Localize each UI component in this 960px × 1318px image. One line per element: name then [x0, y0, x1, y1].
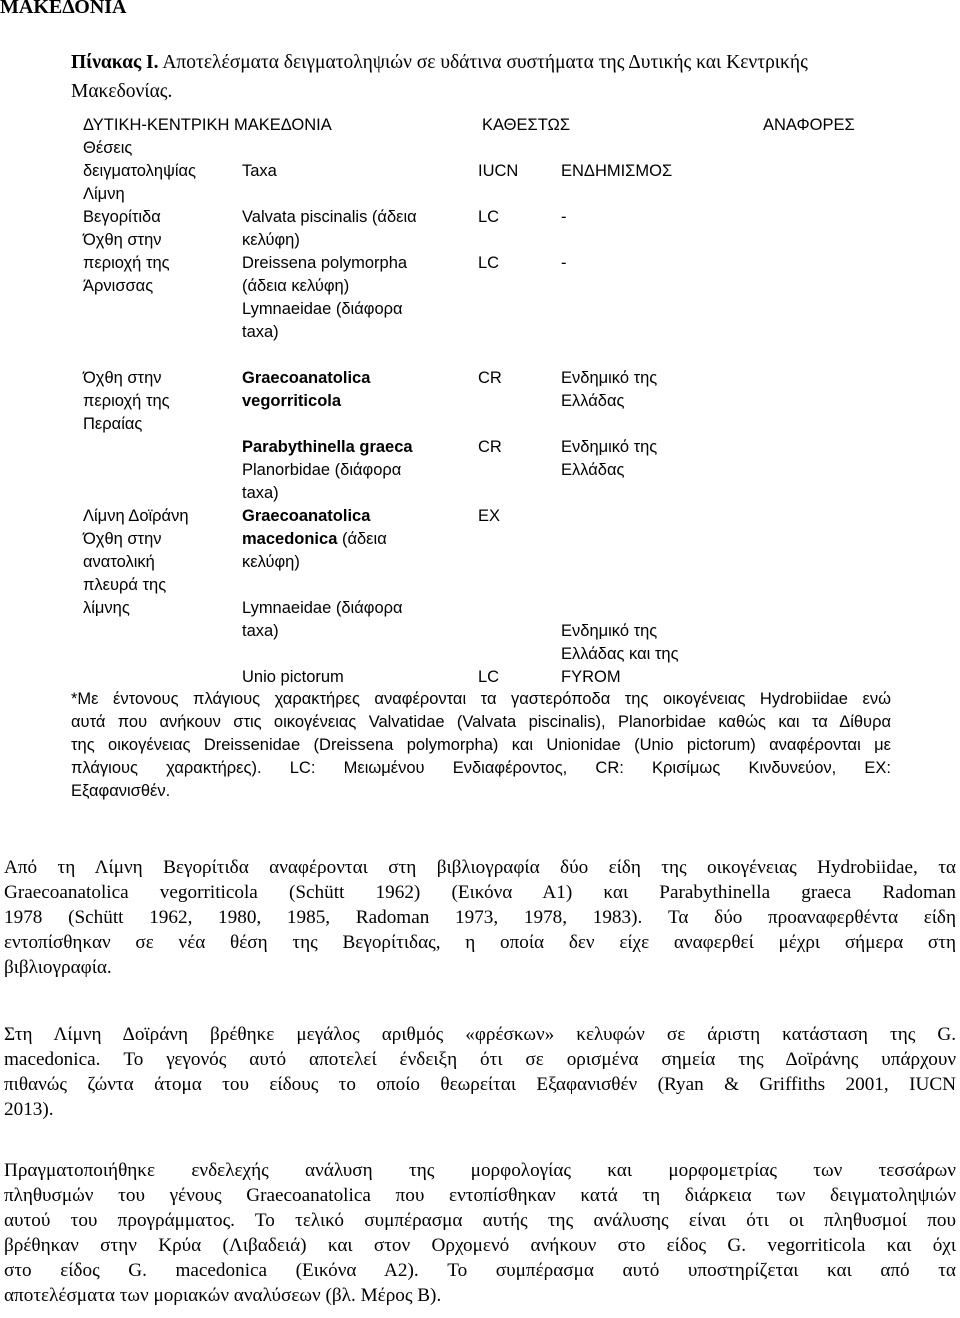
taxon-planorbidae-line1: Planorbidae (διάφορα [242, 461, 402, 479]
taxon-g-macedonica-line1: Graecoanatolica [242, 507, 371, 525]
paragraph-line: αυτού του προγράμματος. Το τελικό συμπέρασμα αυτής της ανάλυσης είναι ότι οι πληθυσμοί που [4, 1210, 956, 1231]
endemism-unio-line3: FYROM [561, 668, 621, 686]
endemism-valvata: - [561, 208, 567, 226]
endemism-g-vegorriticola-line2: Ελλάδας [561, 392, 625, 410]
header-region: ΔΥΤΙΚΗ-ΚΕΝΤΡΙΚΗ ΜΑΚΕΔΟΝΙΑ [83, 116, 332, 134]
site-vegoritida-line5: Άρνισσας [83, 277, 154, 295]
table-caption-label: Πίνακας Ι. [71, 52, 159, 73]
header-status: ΚΑΘΕΣΤΩΣ [482, 116, 571, 134]
header-references: ΑΝΑΦΟΡΕΣ [763, 116, 855, 134]
site-doirani-line1: Λίμνη Δοϊράνη [83, 507, 189, 525]
paragraph-line: Graecoanatolica vegorriticola (Schütt 1962) (Εικόνα Α1) και Parabythinella graeca Radoman [4, 882, 956, 903]
site-doirani-line2: Όχθη στην [83, 530, 162, 548]
paragraph-line: Πραγματοποιήθηκε ενδελεχής ανάλυση της μορφολογίας και μορφομετρίας των τεσσάρων [4, 1160, 956, 1181]
header-sites-line2: δειγματοληψίας [83, 162, 196, 180]
paragraph-line: αποτελέσματα των μοριακών αναλύσεων (βλ. Μέρος Β). [4, 1285, 442, 1306]
paragraph-line: πιθανώς ζώντα άτομα του είδους το οποίο θεωρείται Εξαφανισθέν (Ryan & Griffiths 2001, IUCN [4, 1074, 956, 1095]
taxon-planorbidae-line2: taxa) [242, 484, 279, 502]
endemism-dreissena: - [561, 254, 567, 272]
paragraph-line: πληθυσμών του γένους Graecoanatolica που εντοπίσθηκαν κατά τη διάρκεια των δειγματοληψιών [4, 1185, 956, 1206]
site-doirani-line4: πλευρά της [83, 576, 167, 594]
table-caption [71, 48, 891, 106]
footnote-line: πλάγιους χαρακτήρες). LC: Μειωμένου Ενδιαφέροντος, CR: Κρισίμως Κινδυνεύον, EX: [71, 759, 891, 777]
paragraph-line: Στη Λίμνη Δοϊράνη βρέθηκε μεγάλος αριθμός «φρέσκων» κελυφών σε άριστη κατάσταση της G. [4, 1024, 956, 1045]
taxon-g-macedonica-species: macedonica [242, 530, 338, 548]
paragraph-graecoanatolica-analysis [4, 1158, 956, 1308]
site-vegoritida-line4: περιοχή της [83, 254, 170, 272]
site-peraia-line1: Όχθη στην [83, 369, 162, 387]
iucn-valvata: LC [478, 208, 500, 226]
taxon-dreissena-line2: (άδεια κελύφη) [242, 277, 350, 295]
paragraph-doirani [4, 1022, 956, 1122]
endemism-unio-line1: Ενδημικό της [561, 622, 658, 640]
footnote-line: *Με έντονους πλάγιους χαρακτήρες αναφέρονται τα γαστερόποδα της οικογένειας Hydrobiidae ενώ [71, 690, 891, 708]
footnote-line: της οικογένειας Dreissenidae (Dreissena polymorpha) και Unionidae (Unio pictorum) αναφέρονται με [71, 736, 891, 754]
taxon-g-macedonica-line2 [242, 528, 387, 551]
site-peraia-line2: περιοχή της [83, 392, 170, 410]
header-iucn: IUCN [478, 162, 519, 180]
paragraph-line: βιβλιογραφία. [4, 957, 112, 978]
endemism-parabythinella-line1: Ενδημικό της [561, 438, 658, 456]
endemism-unio-line2: Ελλάδας και της [561, 645, 679, 663]
site-peraia-line3: Περαίας [83, 415, 143, 433]
footnote-line: Εξαφανισθέν. [71, 782, 171, 800]
taxon-parabythinella: Parabythinella graeca [242, 438, 413, 456]
paragraph-line: 2013). [4, 1099, 54, 1120]
paragraph-line: βρέθηκαν στην Κρύα (Λιβαδειά) και στον Ορχομενό ανήκουν στο είδος G. vegorriticola και όχι [4, 1235, 956, 1256]
site-doirani-line3: ανατολική [83, 553, 155, 571]
site-vegoritida-line2: Βεγορίτιδα [83, 208, 161, 226]
paragraph-line: εντοπίσθηκαν σε νέα θέση της Βεγορίτιδας, η οποία δεν είχε αναφερθεί μέχρι σήμερα στη [4, 932, 956, 953]
header-endemism: ΕΝΔΗΜΙΣΜΟΣ [561, 162, 673, 180]
site-vegoritida-line3: Όχθη στην [83, 231, 162, 249]
page-heading: ΜΑΚΕΔΟΝΙΑ [0, 0, 127, 18]
iucn-dreissena: LC [478, 254, 500, 272]
paragraph-line: στο είδος G. macedonica (Εικόνα Α2). Το συμπέρασμα αυτό υποστηρίζεται και από τα [4, 1260, 956, 1281]
iucn-parabythinella: CR [478, 438, 502, 456]
iucn-g-vegorriticola: CR [478, 369, 502, 387]
iucn-unio: LC [478, 668, 500, 686]
table-footnote [71, 688, 891, 803]
endemism-g-vegorriticola-line1: Ενδημικό της [561, 369, 658, 387]
paragraph-line: Από τη Λίμνη Βεγορίτιδα αναφέρονται στη βιβλιογραφία δύο είδη της οικογένειας Hydrobiidae, τα [4, 857, 956, 878]
paragraph-vegoritida [4, 855, 956, 980]
paragraph-line: macedonica. Το γεγονός αυτό αποτελεί ένδειξη ότι σε ορισμένα σημεία της Δοϊράνης υπάρχουν [4, 1049, 956, 1070]
header-taxa: Taxa [242, 162, 277, 180]
taxon-lymnaeidae-2-line2: taxa) [242, 622, 279, 640]
paragraph-line: 1978 (Schütt 1962, 1980, 1985, Radoman 1973, 1978, 1983). Τα δύο προαναφερθέντα είδη [4, 907, 956, 928]
taxon-g-vegorriticola-line1: Graecoanatolica [242, 369, 371, 387]
taxon-g-vegorriticola-line2: vegorriticola [242, 392, 342, 410]
header-sites-line1: Θέσεις [83, 139, 133, 157]
endemism-parabythinella-line2: Ελλάδας [561, 461, 625, 479]
taxon-valvata-line2: κελύφη) [242, 231, 300, 249]
taxon-dreissena-line1: Dreissena polymorpha [242, 254, 408, 272]
footnote-line: αυτά που ανήκουν στις οικογένειας Valvatidae (Valvata piscinalis), Planorbidae καθώς και τα Δίθυρα [71, 713, 891, 731]
taxon-lymnaeidae-1-line2: taxa) [242, 323, 279, 341]
site-vegoritida-line1: Λίμνη [83, 185, 125, 203]
iucn-g-macedonica: EX [478, 507, 501, 525]
taxon-lymnaeidae-2-line1: Lymnaeidae (διάφορα [242, 599, 403, 617]
taxon-valvata-line1: Valvata piscinalis (άδεια [242, 208, 417, 226]
site-doirani-line5: λίμνης [83, 599, 130, 617]
taxon-g-macedonica-line3: κελύφη) [242, 553, 300, 571]
taxon-g-macedonica-note: (άδεια [337, 530, 387, 548]
table-caption-text: Αποτελέσματα δειγματοληψιών σε υδάτινα συστήματα της Δυτικής και Κεντρικής Μακεδονίας. [71, 52, 808, 102]
taxon-unio: Unio pictorum [242, 668, 344, 686]
taxon-lymnaeidae-1-line1: Lymnaeidae (διάφορα [242, 300, 403, 318]
